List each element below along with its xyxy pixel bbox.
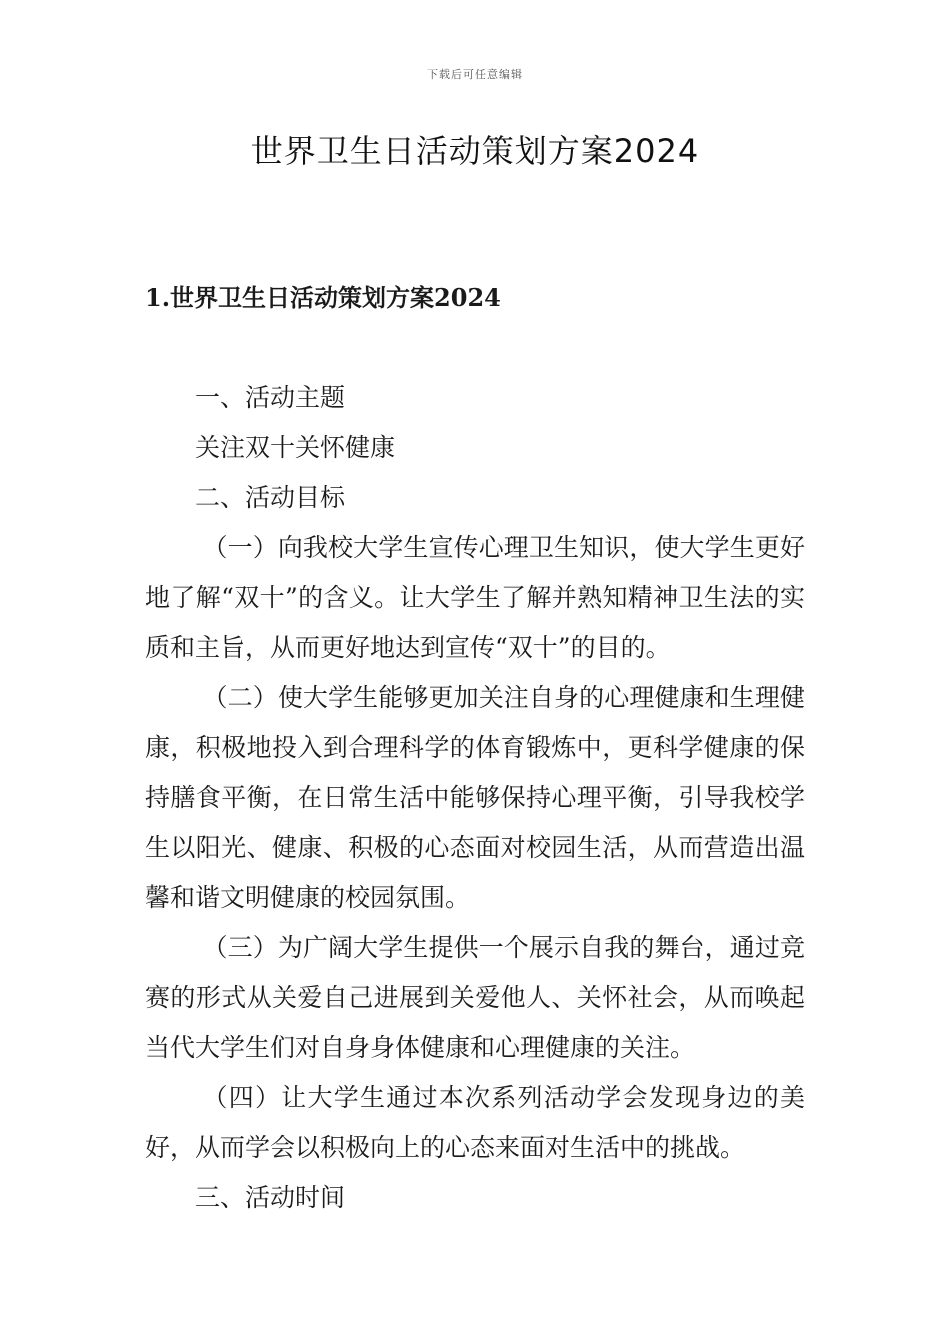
goal-paragraph-2: （二）使大学生能够更加关注自身的心理健康和生理健康，积极地投入到合理科学的体育锻炼中，更科学健康的保持膳食平衡，在日常生活中能够保持心理平衡，引导我校学生以阳光、健康、积极的心态面对校园生活，从而营造出温馨和谐文明健康的校园氛围。 <box>145 683 805 912</box>
goal-paragraph-1: （一）向我校大学生宣传心理卫生知识，使大学生更好地了解“双十”的含义。让大学生了解并熟知精神卫生法的实质和主旨，从而更好地达到宣传“双十”的目的。 <box>145 533 805 662</box>
section-title: 1.世界卫生日活动策划方案2024 <box>145 283 501 312</box>
document-title: 世界卫生日活动策划方案2024 <box>250 132 700 170</box>
section-heading-goals: 二、活动目标 <box>195 483 346 512</box>
goal-paragraph-3: （三）为广阔大学生提供一个展示自我的舞台，通过竞赛的形式从关爱自己进展到关爱他人、关怀社会，从而唤起当代大学生们对自身身体健康和心理健康的关注。 <box>145 933 805 1062</box>
section-heading-time: 三、活动时间 <box>195 1183 346 1212</box>
document-body <box>145 373 805 1223</box>
goal-paragraph-4: （四）让大学生通过本次系列活动学会发现身边的美好，从而学会以积极向上的心态来面对生活中的挑战。 <box>145 1083 805 1162</box>
section-heading-theme: 一、活动主题 <box>195 383 346 412</box>
theme-text: 关注双十关怀健康 <box>195 433 396 462</box>
header-note: 下载后可任意编辑 <box>427 68 523 81</box>
